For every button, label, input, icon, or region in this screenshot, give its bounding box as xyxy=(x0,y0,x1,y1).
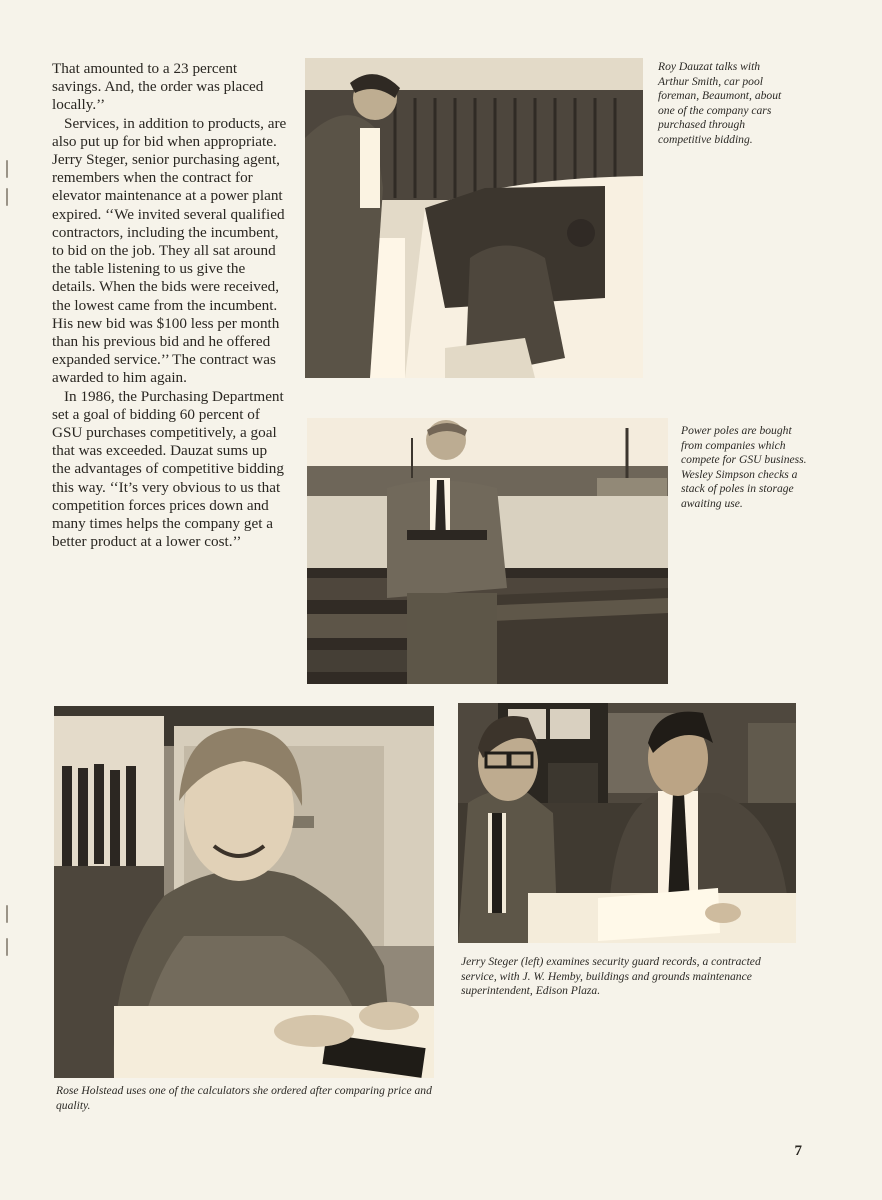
page-number: 7 xyxy=(794,1143,802,1159)
photo-calculators xyxy=(54,706,434,1078)
photo-power-poles xyxy=(307,418,668,684)
margin-mark xyxy=(6,188,8,206)
caption-power-poles: Power poles are bought from companies which compete for GSU business. Wesley Simpson checks a stack of poles in storage awaiting use. xyxy=(681,424,807,510)
caption-calculators: Rose Holstead uses one of the calculators she ordered after comparing price and quality. xyxy=(56,1084,432,1112)
article-paragraph: In 1986, the Purchasing Department set a goal of bidding 60 percent of GSU purchases competitively, a goal that was exceeded. Dauzat sums up the advantages of competitive bidding this way. ‘‘It’s very obvious to us that competition forces prices down and many times helps the company get a better product at a lower cost.’’ xyxy=(52,387,284,551)
article-paragraph: Services, in addition to products, are also put up for bid when appropriate. Jerry Steger, senior purchasing agent, remembers when the contract for elevator maintenance at a power plant expired. ‘‘We invited several qualified contractors, including the incumbent, to bid on the job. They all sat around the table listening to us give the details. When the bids were received, the lowest came from the incumbent. His new bid was $100 less per month than his previous bid and he offered expanded service.’’ The contract was awarded to him again. xyxy=(52,114,287,387)
caption-car-pool: Roy Dauzat talks with Arthur Smith, car pool foreman, Beaumont, about one of the company cars purchased through competitive bidding. xyxy=(658,60,782,146)
margin-mark xyxy=(6,160,8,178)
article-paragraph: That amounted to a 23 percent savings. And, the order was placed locally.’’ xyxy=(52,60,264,114)
margin-mark xyxy=(6,938,8,956)
caption-security-records: Jerry Steger (left) examines security guard records, a contracted service, with J. W. Hemby, buildings and grounds maintenance superintendent, Edison Plaza. xyxy=(461,955,761,997)
article-body xyxy=(52,60,288,551)
photo-car-pool xyxy=(305,58,643,378)
photo-security-records xyxy=(458,703,796,943)
margin-mark xyxy=(6,905,8,923)
